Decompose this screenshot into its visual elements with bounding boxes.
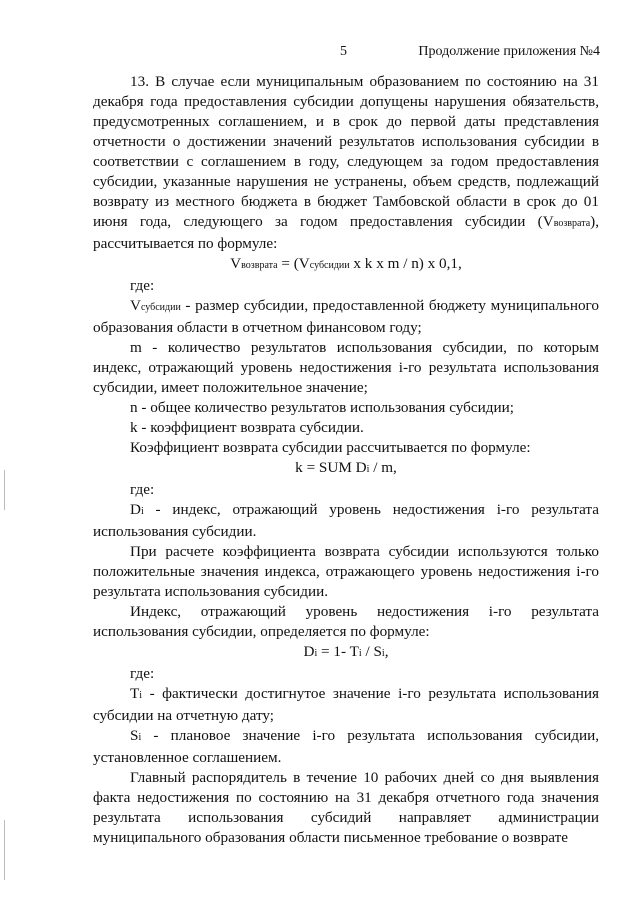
where-label: где: [130,481,155,498]
where-label: где: [130,277,155,294]
final-paragraph: Главный распорядитель в течение 10 рабочих дней со дня выявления факта недостижения по состоянию на 31 декабря отчетного года значения результата использования субсидий направляет администрации муниципального образования области письменное требование о возврате [93,769,599,846]
scan-edge-mark [4,470,5,510]
paragraph-13: 13. В случае если муниципальным образованием по состоянию на 31 декабря года предоставления субсидии допущены нарушения обязательств, предусмотренных соглашением, и в срок до первой даты представления отчетности о достижении значений результатов использования субсидии в соответствии с соглашением в году, следующем за годом предоставления субсидии, указанные нарушения не устранены, объем средств, подлежащий возврату из местного бюджета в бюджет Тамбовской области в срок до 01 июня года, следующего за годом предоставления субсидии (Vвозврата), рассчитывается по формуле: [93,73,599,252]
n-definition: n - общее количество результатов использования субсидии; [130,399,514,416]
s-definition: Si - плановое значение i-го результата использования субсидии, установленное соглашением. [93,727,599,766]
formula-v-return: Vвозврата = (Vсубсидии x k x m / n) x 0,1, [230,255,462,272]
appendix-note: Продолжение приложения №4 [418,44,600,59]
k-definition: k - коэффициент возврата субсидии. [130,419,364,436]
document-body [93,72,599,848]
where-label: где: [130,665,155,682]
page-number: 5 [340,44,347,59]
scan-edge-mark [4,820,5,880]
k-intro: Коэффициент возврата субсидии рассчитывается по формуле: [130,439,531,456]
index-intro: Индекс, отражающий уровень недостижения i-го результата использования субсидии, определяется по формуле: [93,603,599,640]
v-subsidy-definition: Vсубсидии - размер субсидии, предоставленной бюджету муниципального образования области в отчетном финансовом году; [93,297,599,336]
d-definition: Di - индекс, отражающий уровень недостижения i-го результата использования субсидии. [93,501,599,540]
positive-values-note: При расчете коэффициента возврата субсидии используются только положительные значения индекса, отражающего уровень недостижения i-го результата использования субсидии. [93,543,599,600]
formula-d: Di = 1- Ti / Si, [303,643,389,660]
t-definition: Ti - фактически достигнутое значение i-го результата использования субсидии на отчетную дату; [93,685,599,724]
m-definition: m - количество результатов использования субсидии, по которым индекс, отражающий уровень недостижения i-го результата использования субсидии, имеет положительное значение; [93,339,599,396]
formula-k: k = SUM Di / m, [295,459,397,476]
